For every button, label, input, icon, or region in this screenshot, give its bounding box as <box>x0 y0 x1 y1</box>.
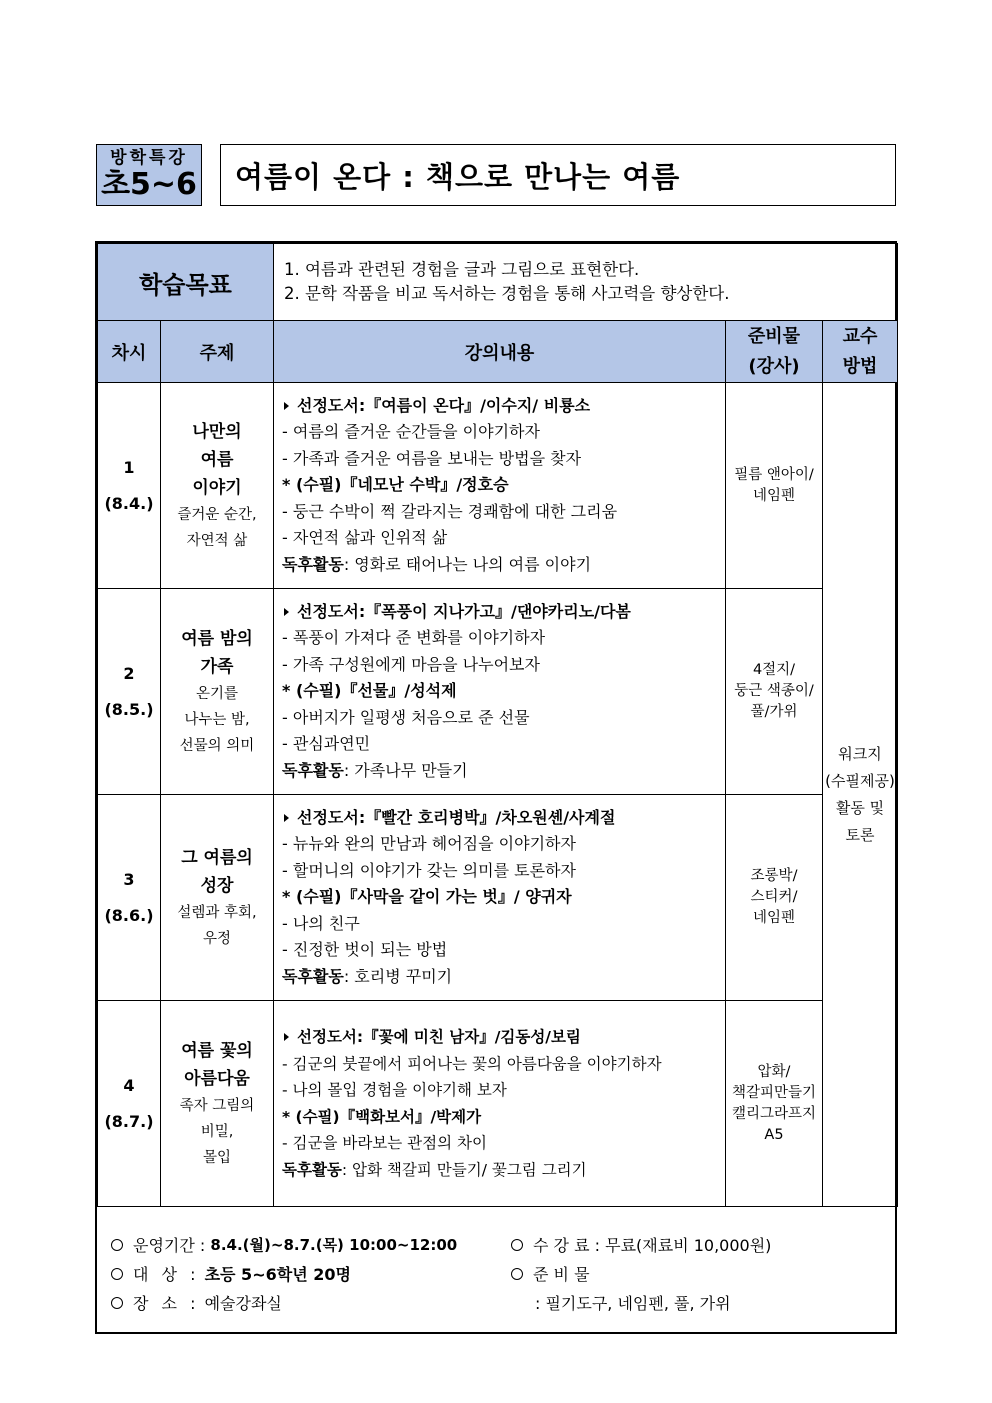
topic-subtitle-line: 즐거운 순간, <box>177 506 257 523</box>
topic-title-line: 나만의 <box>192 421 242 442</box>
material-line: A5 <box>764 1126 784 1143</box>
topic-subtitle-line: 몰입 <box>202 1149 231 1166</box>
essay-line: * (수필)『백화보서』/박제가 <box>282 1107 482 1126</box>
activity-text: : 호리병 꾸미기 <box>343 966 453 986</box>
lesson-plan-table <box>95 241 897 1334</box>
header-method <box>823 321 898 383</box>
badge-top-text: 방학특강 <box>110 148 188 168</box>
topic-subtitle-line: 선물의 의미 <box>179 737 255 754</box>
goals-text <box>274 244 898 321</box>
content-line: - 가족과 즐거운 여름을 보내는 방법을 찾자 <box>282 448 582 468</box>
info-label: 장 소 : <box>133 1294 200 1313</box>
content-line: - 아버지가 일평생 처음으로 준 선물 <box>282 707 530 727</box>
info-value: 예술강좌실 <box>204 1294 282 1313</box>
info-target <box>111 1262 351 1285</box>
bullet-arrow-icon <box>284 814 289 822</box>
activity-label: 독후활동 <box>282 966 344 986</box>
selected-book-line <box>282 393 715 420</box>
activity-line <box>282 552 715 579</box>
content-line: - 진정한 벗이 되는 방법 <box>282 940 448 960</box>
goal-item: 2. 문학 작품을 비교 독서하는 경험을 통해 사고력을 향상한다. <box>284 284 730 303</box>
selected-book: 선정도서:『빨간 호리병박』/차오원셴/사계절 <box>297 807 616 827</box>
selected-book: 선정도서:『여름이 온다』/이수지/ 비룡소 <box>297 395 591 415</box>
session-number-cell <box>98 1001 161 1207</box>
topic-title-line: 그 여름의 <box>181 847 253 868</box>
column-header-row <box>98 321 898 383</box>
material-line: 조롱박/ <box>750 868 798 884</box>
info-place <box>111 1291 282 1314</box>
session-number-cell <box>98 383 161 589</box>
method-line: (수필제공) <box>825 771 895 790</box>
activity-label: 독후활동 <box>282 1160 342 1179</box>
material-cell <box>726 795 823 1001</box>
selected-book-line <box>282 1024 715 1051</box>
info-value: 초등 5~6학년 20명 <box>204 1265 351 1284</box>
selected-book-line <box>282 805 715 832</box>
info-supplies <box>511 1262 590 1285</box>
method-line: 토론 <box>845 825 875 844</box>
content-cell <box>274 589 726 795</box>
material-line: 네임펜 <box>752 487 796 504</box>
info-value: 8.4.(월)~8.7.(목) 10:00~12:00 <box>210 1236 458 1254</box>
goals-label: 학습목표 <box>98 244 274 321</box>
content-line: - 김군의 붓끝에서 피어나는 꽃의 아름다움을 이야기하자 <box>282 1054 662 1073</box>
content-line: - 폭풍이 가져다 준 변화를 이야기하자 <box>282 628 546 648</box>
topic-subtitle-line: 비밀, <box>200 1123 234 1140</box>
activity-line <box>282 1157 715 1184</box>
bullet-arrow-icon <box>284 1033 289 1041</box>
header-method-line1: 교수 <box>842 325 878 347</box>
header-material-line2: (강사) <box>748 355 800 377</box>
header-material-line1: 준비물 <box>747 325 801 347</box>
goals-row <box>98 244 898 321</box>
info-value: : 필기도구, 네임펜, 풀, 가위 <box>535 1294 731 1313</box>
page-title: 여름이 온다 : 책으로 만나는 여름 <box>235 159 681 194</box>
topic-title-line: 이야기 <box>192 477 242 498</box>
session-date: (8.4.) <box>104 493 154 513</box>
session-number-cell <box>98 589 161 795</box>
activity-line <box>282 964 715 991</box>
header-topic: 주제 <box>161 321 274 383</box>
topic-cell <box>161 795 274 1001</box>
content-line: - 둥근 수박이 쩍 갈라지는 경쾌함에 대한 그리움 <box>282 501 618 521</box>
material-line: 4절지/ <box>752 662 796 678</box>
material-line: 스티커/ <box>750 889 798 905</box>
content-line: - 나의 친구 <box>282 913 360 933</box>
topic-title-line: 여름 꽃의 <box>181 1040 253 1061</box>
topic-subtitle-line: 온기를 <box>195 685 239 702</box>
topic-title-line: 성장 <box>200 875 234 896</box>
info-label: 준 비 물 <box>533 1265 590 1284</box>
session-number: 2 <box>123 663 135 683</box>
info-label: 수 강 료 : <box>533 1236 601 1255</box>
topic-title-line: 가족 <box>200 656 234 677</box>
activity-label: 독후활동 <box>282 554 344 574</box>
circle-bullet-icon <box>111 1297 123 1309</box>
content-line: - 가족 구성원에게 마음을 나누어보자 <box>282 654 540 674</box>
topic-cell <box>161 589 274 795</box>
session-row <box>98 1001 898 1207</box>
method-line: 워크지 <box>838 744 882 763</box>
session-date: (8.6.) <box>104 905 154 925</box>
material-line: 캘리그라프지 <box>731 1105 817 1122</box>
header-content: 강의내용 <box>274 321 726 383</box>
content-line: - 여름의 즐거운 순간들을 이야기하자 <box>282 422 540 442</box>
activity-text: : 압화 책갈피 만들기/ 꽃그림 그리기 <box>341 1160 587 1179</box>
circle-bullet-icon <box>511 1239 523 1251</box>
activity-label: 독후활동 <box>282 760 344 780</box>
session-date: (8.5.) <box>104 699 154 719</box>
bullet-arrow-icon <box>284 608 289 616</box>
content-cell <box>274 1001 726 1207</box>
header-method-line2: 방법 <box>842 355 878 377</box>
session-number: 4 <box>123 1075 135 1095</box>
content-line: - 자연적 삶과 인위적 삶 <box>282 528 448 548</box>
circle-bullet-icon <box>511 1268 523 1280</box>
topic-subtitle-line: 자연적 삶 <box>186 532 248 549</box>
selected-book: 선정도서:『폭풍이 지나가고』/댄야카리노/다봄 <box>297 601 631 621</box>
info-supplies-list <box>535 1291 731 1314</box>
essay-line: * (수필)『네모난 수박』/정호승 <box>282 475 509 495</box>
material-line: 필름 앤아이/ <box>734 466 814 483</box>
bullet-arrow-icon <box>284 402 289 410</box>
program-info <box>97 1207 895 1337</box>
material-line: 압화/ <box>757 1063 791 1080</box>
circle-bullet-icon <box>111 1239 123 1251</box>
activity-text: : 영화로 태어나는 나의 여름 이야기 <box>343 554 592 574</box>
content-cell <box>274 383 726 589</box>
circle-bullet-icon <box>111 1268 123 1280</box>
material-line: 둥근 색종이/ <box>734 683 814 699</box>
session-number: 1 <box>123 457 135 477</box>
goal-item: 1. 여름과 관련된 경험을 글과 그림으로 표현한다. <box>284 260 640 279</box>
program-badge <box>96 144 202 206</box>
material-line: 네임펜 <box>752 910 796 926</box>
header-session: 차시 <box>98 321 161 383</box>
page-title-box <box>220 144 896 206</box>
badge-grade-text: 초5~6 <box>101 167 197 202</box>
material-cell <box>726 1001 823 1207</box>
topic-subtitle-line: 나누는 밤, <box>184 711 250 728</box>
header-material <box>726 321 823 383</box>
selected-book: 선정도서:『꽃에 미친 남자』/김동성/보림 <box>297 1028 581 1046</box>
selected-book-line <box>282 599 715 626</box>
material-line: 풀/가위 <box>750 704 798 720</box>
essay-line: * (수필)『사막을 같이 가는 벗』/ 양귀자 <box>282 887 572 907</box>
method-cell <box>823 383 898 1207</box>
material-cell <box>726 589 823 795</box>
info-period <box>111 1233 457 1256</box>
content-cell <box>274 795 726 1001</box>
content-line: - 관심과연민 <box>282 734 371 754</box>
info-label: 대 상 : <box>133 1265 200 1284</box>
content-line: - 김군을 바라보는 관점의 차이 <box>282 1134 487 1152</box>
session-row <box>98 383 898 589</box>
session-number: 3 <box>123 869 135 889</box>
topic-title-line: 여름 밤의 <box>181 628 253 649</box>
content-line: - 뉴뉴와 완의 만남과 헤어짐을 이야기하자 <box>282 834 576 854</box>
topic-subtitle-line: 우정 <box>202 930 231 947</box>
content-line: - 나의 몰입 경험을 이야기해 보자 <box>282 1081 507 1099</box>
session-row <box>98 795 898 1001</box>
topic-title-line: 여름 <box>200 449 234 470</box>
content-line: - 할머니의 이야기가 갖는 의미를 토론하자 <box>282 860 576 880</box>
session-date: (8.7.) <box>104 1111 154 1131</box>
essay-line: * (수필)『선물』/성석제 <box>282 681 457 701</box>
info-fee <box>511 1233 771 1256</box>
topic-cell <box>161 1001 274 1207</box>
info-value: 무료(재료비 10,000원) <box>605 1236 772 1255</box>
topic-cell <box>161 383 274 589</box>
method-line: 활동 및 <box>835 798 885 817</box>
session-row <box>98 589 898 795</box>
topic-subtitle-line: 족자 그림의 <box>179 1097 255 1114</box>
material-line: 책갈피만들기 <box>731 1084 817 1101</box>
info-label: 운영기간 : <box>133 1236 206 1255</box>
topic-title-line: 아름다움 <box>184 1068 250 1089</box>
activity-line <box>282 758 715 785</box>
material-cell <box>726 383 823 589</box>
activity-text: : 가족나무 만들기 <box>343 760 468 780</box>
session-number-cell <box>98 795 161 1001</box>
topic-subtitle-line: 설렘과 후회, <box>177 904 257 921</box>
